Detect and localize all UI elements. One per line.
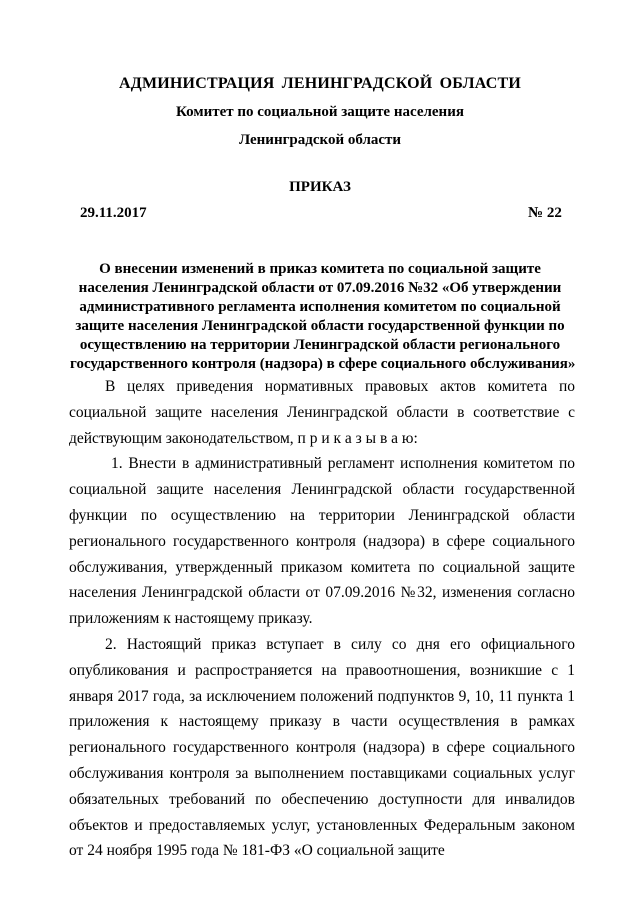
committee-name-line2: Ленинградской области xyxy=(238,132,402,148)
document-type: ПРИКАЗ xyxy=(289,179,351,195)
title-line: защите населения Ленинградской области государственной функции по xyxy=(75,318,565,334)
title-line: государственного контроля (надзора) в сфере социального обслуживания» xyxy=(70,356,576,372)
item-1-paragraph: 1. Внести в административный регламент исполнения комитетом по социальной защите населения Ленинградской области государственной функции по осуществлению на территории Ленинградской области регионального государственного контроля (надзора) в сфере социального обслуживания, утвержденный приказом комитета по социальной защите населения Ленинградской области от 07.09.2016 №32, изменения согласно приложениям к настоящему приказу. xyxy=(69,455,575,628)
preamble-paragraph: В целях приведения нормативных правовых актов комитета по социальной защите населения Ленинградской области в соответствие с действующим законодательством, п р и к а з ы в а ю: xyxy=(69,378,575,447)
title-line: осуществлению на территории Ленинградской области регионального xyxy=(79,337,561,353)
document-body xyxy=(69,374,575,864)
item-2-paragraph: 2. Настоящий приказ вступает в силу со дня его официального опубликования и распространяется на правоотношения, возникшие с 1 января 2017 года, за исключением положений подпунктов 9, 10, 11 пункта 1 приложения к настоящему приказу в части осуществления в рамках регионального государственного контроля (надзора) в сфере социального обслуживания контроля за выполнением поставщиками социальных услуг обязательных требований по обеспечению доступности для инвалидов объектов и предоставляемых услуг, установленных Федеральным законом от 24 ноября 1995 года № 181-ФЗ «О социальной защите xyxy=(69,635,575,860)
title-line: О внесении изменений в приказ комитета по социальной защите xyxy=(99,261,541,277)
organization-name: АДМИНИСТРАЦИЯ ЛЕНИНГРАДСКОЙ ОБЛАСТИ xyxy=(119,75,521,92)
committee-name-line1: Комитет по социальной защите населения xyxy=(176,104,464,120)
title-line: административного регламента исполнения комитетом по социальной xyxy=(79,299,561,315)
order-number: № 22 xyxy=(528,205,562,221)
order-date: 29.11.2017 xyxy=(80,205,147,221)
order-title xyxy=(70,260,576,374)
title-line: населения Ленинградской области от 07.09.2016 №32 «Об утверждении xyxy=(78,280,562,296)
